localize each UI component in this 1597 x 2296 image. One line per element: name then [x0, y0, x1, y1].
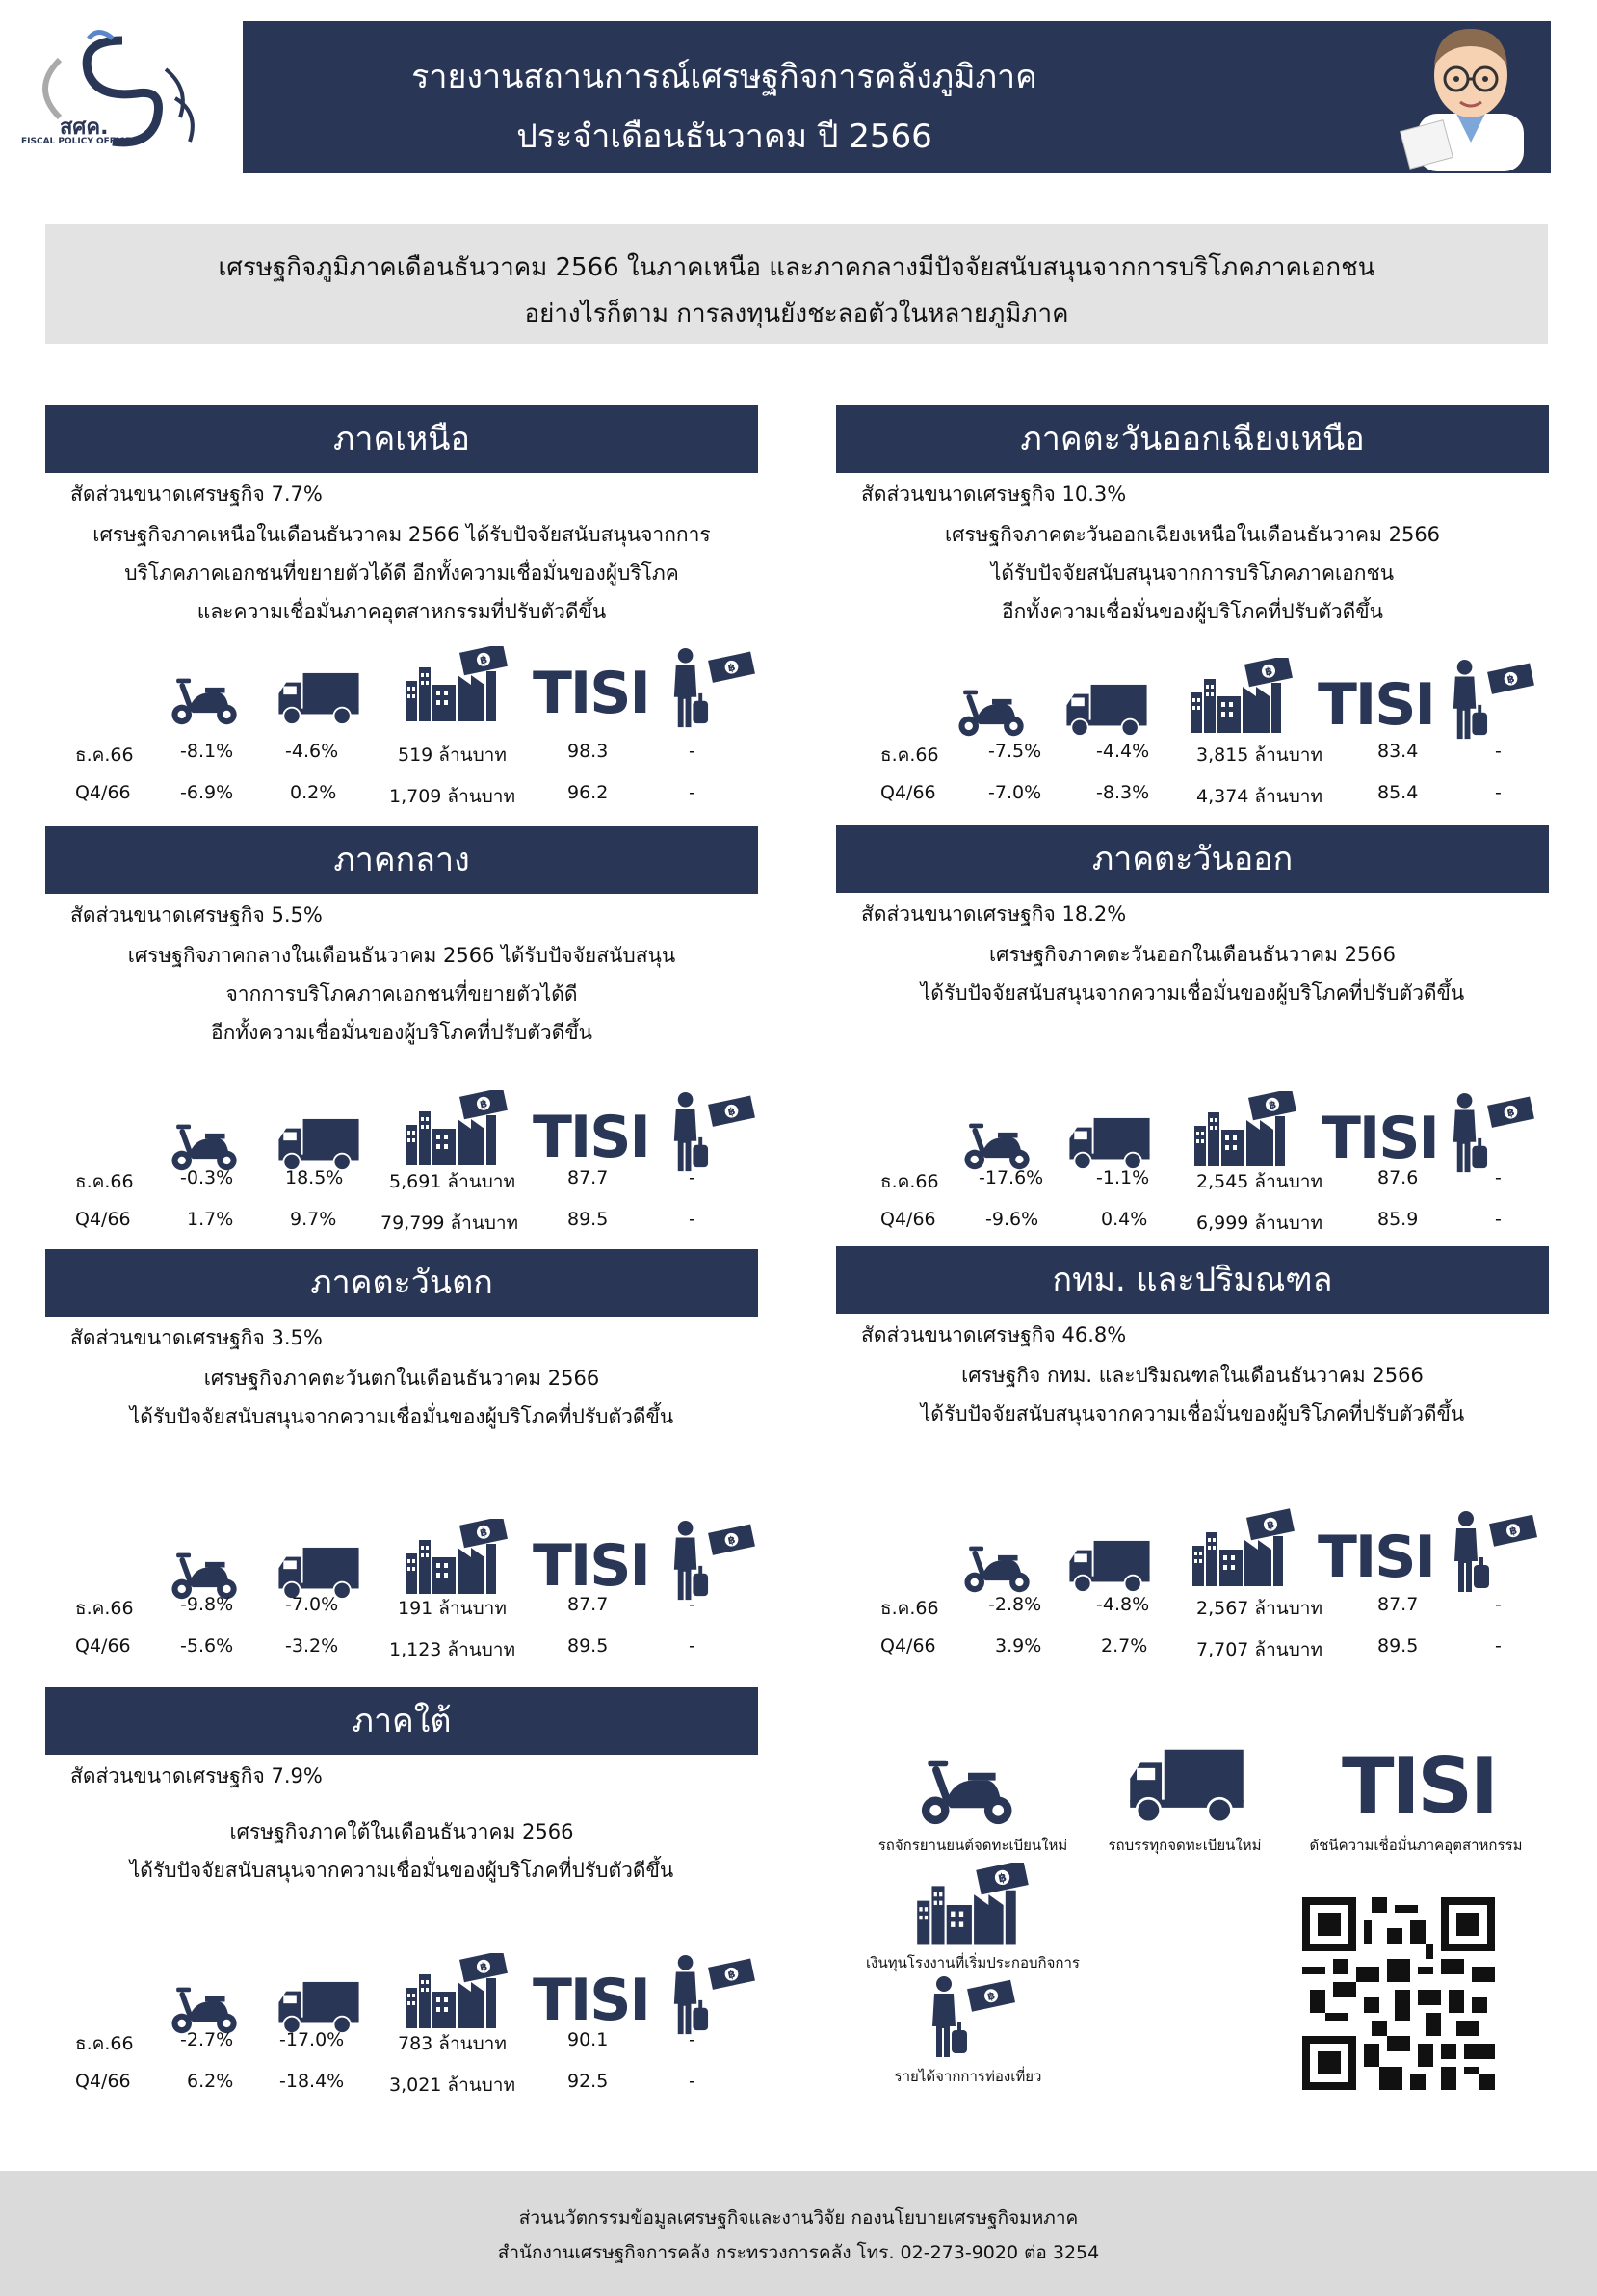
region-title: ภาคใต้	[45, 1687, 758, 1755]
tisi-icon: TISI	[533, 1967, 649, 2034]
moto-value: -9.8%	[180, 1594, 234, 1615]
legend-tourist-icon	[921, 1974, 1017, 2061]
truck-value: 0.4%	[1101, 1209, 1148, 1230]
period-label: Q4/66	[75, 1635, 131, 1657]
tisi-value: 89.5	[567, 1209, 609, 1230]
region-title: ภาคเหนือ	[45, 405, 758, 473]
tourism-value: -	[689, 2071, 695, 2092]
truck-icon	[1067, 1116, 1152, 1172]
legend-tisi-icon: TISI	[1342, 1741, 1496, 1831]
table-row	[45, 2029, 758, 2058]
desc-line: และความเชื่อมั่นภาคอุตสาหกรรมที่ปรับตัวดีขึ้น	[196, 600, 607, 623]
region-panel-east	[836, 825, 1549, 1234]
desc-line: ได้รับปัจจัยสนับสนุนจากการบริโภคภาคเอกชน	[990, 561, 1395, 585]
legend-label-moto: รถจักรยานยนต์จดทะเบียนใหม่	[877, 1837, 1068, 1854]
truck-value: 9.7%	[290, 1209, 337, 1230]
region-description	[45, 1813, 758, 1890]
desc-line: อีกทั้งความเชื่อมั่นของผู้บริโภคที่ปรับตัวดีขึ้น	[1001, 600, 1383, 623]
period-label: ธ.ค.66	[75, 1598, 134, 1619]
tourism-value: -	[689, 1209, 695, 1230]
truck-value: -17.0%	[279, 2029, 345, 2050]
period-label: Q4/66	[880, 782, 936, 803]
table-row	[45, 782, 758, 811]
region-description	[836, 515, 1549, 631]
region-share: สัดส่วนขนาดเศรษฐกิจ 10.3%	[861, 483, 1127, 506]
moto-value: -9.6%	[985, 1209, 1039, 1230]
desc-line: เศรษฐกิจภาคตะวันออกเฉียงเหนือในเดือนธันวาคม 2566	[944, 523, 1441, 546]
region-share: สัดส่วนขนาดเศรษฐกิจ 46.8%	[861, 1323, 1127, 1346]
period-label: Q4/66	[75, 782, 131, 803]
factory-value: 519 ล้านบาท	[398, 744, 507, 766]
factory-icon	[404, 1090, 510, 1167]
truck-icon	[1064, 683, 1149, 739]
tourism-value: -	[689, 741, 695, 762]
table-row	[45, 1167, 758, 1196]
factory-icon	[1192, 1091, 1298, 1168]
desc-line: เศรษฐกิจภาคเหนือในเดือนธันวาคม 2566 ได้รับปัจจัยสนับสนุนจากการ	[92, 523, 711, 546]
region-panel-central	[45, 826, 758, 1234]
tisi-icon: TISI	[533, 1532, 649, 1600]
table-row	[45, 1209, 758, 1238]
factory-icon	[404, 646, 510, 723]
report-title: รายงานสถานการณ์เศรษฐกิจการคลังภูมิภาค	[411, 58, 1037, 96]
region-description	[836, 935, 1549, 1012]
truck-icon	[276, 1117, 361, 1173]
desc-line: ได้รับปัจจัยสนับสนุนจากความเชื่อมั่นของผู้บริโภคที่ปรับตัวดีขึ้น	[920, 1402, 1465, 1425]
factory-value: 191 ล้านบาท	[398, 1598, 507, 1619]
truck-value: -4.8%	[1096, 1594, 1150, 1615]
factory-value: 2,567 ล้านบาท	[1196, 1598, 1322, 1619]
period-label: ธ.ค.66	[880, 1171, 939, 1192]
moto-value: 3.9%	[995, 1635, 1042, 1657]
moto-value: -6.9%	[180, 782, 234, 803]
region-title: ภาคตะวันตก	[45, 1249, 758, 1317]
moto-value: -7.5%	[988, 741, 1042, 762]
table-row	[836, 1594, 1549, 1623]
tourist-icon	[1443, 1506, 1539, 1599]
desc-line: เศรษฐกิจภาคกลางในเดือนธันวาคม 2566 ได้รับปัจจัยสนับสนุน	[127, 944, 676, 967]
moto-value: -2.8%	[988, 1594, 1042, 1615]
desc-line: อีกทั้งความเชื่อมั่นของผู้บริโภคที่ปรับตัวดีขึ้น	[210, 1021, 592, 1044]
tourism-value: -	[689, 1167, 695, 1188]
region-panel-north	[45, 405, 758, 810]
desc-line: เศรษฐกิจ กทม. และปริมณฑลในเดือนธันวาคม 2566	[961, 1364, 1424, 1387]
period-label: ธ.ค.66	[75, 2033, 134, 2054]
motorcycle-icon	[954, 685, 1031, 739]
legend-truck-icon	[1127, 1747, 1246, 1826]
logo-text: สศค.	[60, 116, 109, 140]
period-label: ธ.ค.66	[880, 744, 939, 766]
indicator-icons	[836, 1506, 1549, 1603]
truck-value: -4.4%	[1096, 741, 1150, 762]
tourist-icon	[662, 1953, 758, 2038]
factory-value: 79,799 ล้านบาท	[380, 1213, 519, 1234]
motorcycle-icon	[959, 1541, 1036, 1595]
tisi-value: 89.5	[1377, 1635, 1419, 1657]
region-description	[45, 515, 758, 631]
tourism-value: -	[689, 1594, 695, 1615]
desc-line: บริโภคภาคเอกชนที่ขยายตัวได้ดี อีกทั้งความเชื่อมั่นของผู้บริโภค	[124, 561, 679, 585]
tisi-icon: TISI	[533, 1104, 649, 1171]
factory-value: 1,709 ล้านบาท	[389, 786, 515, 807]
tourism-value: -	[1495, 1594, 1502, 1615]
region-title: ภาคตะวันออกเฉียงเหนือ	[836, 405, 1549, 473]
table-row	[45, 741, 758, 770]
moto-value: -8.1%	[180, 741, 234, 762]
region-share: สัดส่วนขนาดเศรษฐกิจ 3.5%	[70, 1326, 323, 1349]
region-share: สัดส่วนขนาดเศรษฐกิจ 7.7%	[70, 483, 323, 506]
tourist-icon	[662, 1519, 758, 1604]
tisi-icon: TISI	[1318, 671, 1434, 739]
tourism-value: -	[689, 1635, 695, 1657]
footer	[0, 2171, 1597, 2296]
period-label: Q4/66	[75, 1209, 131, 1230]
indicator-icons	[836, 658, 1549, 754]
footer-line-1: ส่วนนวัตกรรมข้อมูลเศรษฐกิจและงานวิจัย กองนโยบายเศรษฐกิจมหภาค	[518, 2207, 1079, 2229]
logo-subtext: FISCAL POLICY OFFICE	[21, 137, 132, 146]
table-row	[836, 741, 1549, 770]
economist-avatar-icon	[1399, 17, 1543, 171]
truck-value: -3.2%	[285, 1635, 339, 1657]
table-row	[45, 1635, 758, 1664]
region-panel-west	[45, 1249, 758, 1660]
fpo-logo	[21, 21, 223, 166]
tisi-value: 87.7	[567, 1167, 609, 1188]
desc-line: เศรษฐกิจภาคตะวันตกในเดือนธันวาคม 2566	[203, 1367, 600, 1390]
tourism-value: -	[1495, 1167, 1502, 1188]
factory-value: 5,691 ล้านบาท	[389, 1171, 515, 1192]
tisi-value: 87.6	[1377, 1167, 1419, 1188]
table-row	[45, 2071, 758, 2100]
legend-motorcycle-icon	[915, 1753, 1021, 1828]
period-label: ธ.ค.66	[880, 1598, 939, 1619]
table-row	[836, 1635, 1549, 1664]
tourism-value: -	[689, 782, 695, 803]
footer-line-2: สำนักงานเศรษฐกิจการคลัง กระทรวงการคลัง โทร. 02-273-9020 ต่อ 3254	[497, 2242, 1100, 2263]
legend-label-truck: รถบรรทุกจดทะเบียนใหม่	[1108, 1837, 1262, 1854]
desc-line: เศรษฐกิจภาคใต้ในเดือนธันวาคม 2566	[229, 1820, 574, 1843]
region-share: สัดส่วนขนาดเศรษฐกิจ 18.2%	[861, 902, 1127, 926]
legend-label-tisi: ดัชนีความเชื่อมั่นภาคอุตสาหกรรม	[1309, 1837, 1523, 1854]
region-title: ภาคตะวันออก	[836, 825, 1549, 893]
moto-value: -5.6%	[180, 1635, 234, 1657]
truck-value: -4.6%	[285, 741, 339, 762]
tisi-value: 92.5	[567, 2071, 609, 2092]
factory-value: 1,123 ล้านบาท	[389, 1639, 515, 1660]
indicator-icons	[45, 646, 758, 743]
tisi-icon: TISI	[1318, 1524, 1434, 1591]
desc-line: ได้รับปัจจัยสนับสนุนจากความเชื่อมั่นของผู้บริโภคที่ปรับตัวดีขึ้น	[129, 1859, 674, 1882]
tourist-icon	[1441, 1091, 1537, 1176]
desc-line: จากการบริโภคภาคเอกชนที่ขยายตัวได้ดี	[225, 982, 578, 1005]
report-subtitle: ประจำเดือนธันวาคม ปี 2566	[516, 117, 932, 156]
tisi-icon: TISI	[533, 660, 649, 727]
table-row	[45, 1594, 758, 1623]
truck-value: -18.4%	[279, 2071, 345, 2092]
factory-icon	[404, 1953, 510, 2030]
legend-label-tourism: รายได้จากการท่องเที่ยว	[894, 2068, 1042, 2085]
tisi-value: 89.5	[567, 1635, 609, 1657]
truck-value: -8.3%	[1096, 782, 1150, 803]
factory-value: 783 ล้านบาท	[398, 2033, 507, 2054]
tisi-icon: TISI	[1322, 1105, 1438, 1172]
moto-value: -2.7%	[180, 2029, 234, 2050]
truck-icon	[1067, 1539, 1152, 1595]
summary-line-1: เศรษฐกิจภูมิภาคเดือนธันวาคม 2566 ในภาคเหนือ และภาคกลางมีปัจจัยสนับสนุนจากการบริโภคภาคเอกชน	[218, 253, 1375, 282]
summary-box	[45, 224, 1548, 344]
table-row	[836, 1167, 1549, 1196]
region-share: สัดส่วนขนาดเศรษฐกิจ 5.5%	[70, 903, 323, 926]
factory-value: 2,545 ล้านบาท	[1196, 1171, 1322, 1192]
header-bar	[243, 21, 1551, 173]
truck-icon	[276, 671, 361, 727]
moto-value: -17.6%	[979, 1167, 1044, 1188]
desc-line: เศรษฐกิจภาคตะวันออกในเดือนธันวาคม 2566	[988, 943, 1397, 966]
qr-code-icon[interactable]	[1302, 1897, 1495, 2090]
tourism-value: -	[1495, 1209, 1502, 1230]
region-description	[45, 1359, 758, 1436]
tourism-value: -	[1495, 741, 1502, 762]
tisi-value: 85.4	[1377, 782, 1419, 803]
motorcycle-icon	[959, 1118, 1036, 1172]
moto-value: -7.0%	[988, 782, 1042, 803]
region-share: สัดส่วนขนาดเศรษฐกิจ 7.9%	[70, 1764, 323, 1787]
tisi-value: 96.2	[567, 782, 609, 803]
table-row	[836, 782, 1549, 811]
truck-value: -7.0%	[285, 1594, 339, 1615]
region-title: กทม. และปริมณฑล	[836, 1246, 1549, 1314]
desc-line: ได้รับปัจจัยสนับสนุนจากความเชื่อมั่นของผู้บริโภคที่ปรับตัวดีขึ้น	[920, 981, 1465, 1004]
desc-line: ได้รับปัจจัยสนับสนุนจากความเชื่อมั่นของผู้บริโภคที่ปรับตัวดีขึ้น	[129, 1405, 674, 1428]
period-label: Q4/66	[880, 1209, 936, 1230]
moto-value: -0.3%	[180, 1167, 234, 1188]
period-label: ธ.ค.66	[75, 1171, 134, 1192]
factory-value: 3,021 ล้านบาท	[389, 2074, 515, 2096]
tourism-value: -	[1495, 1635, 1502, 1657]
truck-value: 18.5%	[285, 1167, 344, 1188]
motorcycle-icon	[167, 1982, 244, 2036]
tisi-value: 87.7	[567, 1594, 609, 1615]
factory-icon	[1191, 1506, 1296, 1593]
region-panel-south	[45, 1687, 758, 2096]
tisi-value: 90.1	[567, 2029, 609, 2050]
tourist-icon	[662, 1090, 758, 1175]
tisi-value: 85.9	[1377, 1209, 1419, 1230]
legend-label-factory: เงินทุนโรงงานที่เริ่มประกอบกิจการ	[866, 1954, 1080, 1971]
factory-value: 6,999 ล้านบาท	[1196, 1213, 1322, 1234]
motorcycle-icon	[167, 673, 244, 727]
tisi-value: 98.3	[567, 741, 609, 762]
truck-value: -1.1%	[1096, 1167, 1150, 1188]
period-label: ธ.ค.66	[75, 744, 134, 766]
truck-icon	[276, 1980, 361, 2036]
tourism-value: -	[1495, 782, 1502, 803]
tisi-value: 87.7	[1377, 1594, 1419, 1615]
legend-factory-icon	[915, 1863, 1031, 1947]
factory-value: 7,707 ล้านบาท	[1196, 1639, 1322, 1660]
truck-value: 2.7%	[1101, 1635, 1148, 1657]
region-title: ภาคกลาง	[45, 826, 758, 894]
factory-icon	[1189, 658, 1295, 735]
summary-line-2: อย่างไรก็ตาม การลงทุนยังชะลอตัวในหลายภูมิภาค	[524, 300, 1069, 328]
tourism-value: -	[689, 2029, 695, 2050]
region-panel-northeast	[836, 405, 1549, 810]
factory-value: 4,374 ล้านบาท	[1196, 786, 1322, 807]
period-label: Q4/66	[75, 2071, 131, 2092]
region-description	[836, 1356, 1549, 1433]
tourist-icon	[662, 646, 758, 731]
period-label: Q4/66	[880, 1635, 936, 1657]
tourist-icon	[1441, 658, 1537, 743]
region-panel-bangkok	[836, 1246, 1549, 1660]
moto-value: 6.2%	[187, 2071, 234, 2092]
factory-icon	[404, 1519, 510, 1596]
truck-value: 0.2%	[290, 782, 337, 803]
legend	[848, 1734, 1541, 2119]
moto-value: 1.7%	[187, 1209, 234, 1230]
factory-value: 3,815 ล้านบาท	[1196, 744, 1322, 766]
region-description	[45, 936, 758, 1052]
table-row	[836, 1209, 1549, 1238]
tisi-value: 83.4	[1377, 741, 1419, 762]
motorcycle-icon	[167, 1119, 244, 1173]
